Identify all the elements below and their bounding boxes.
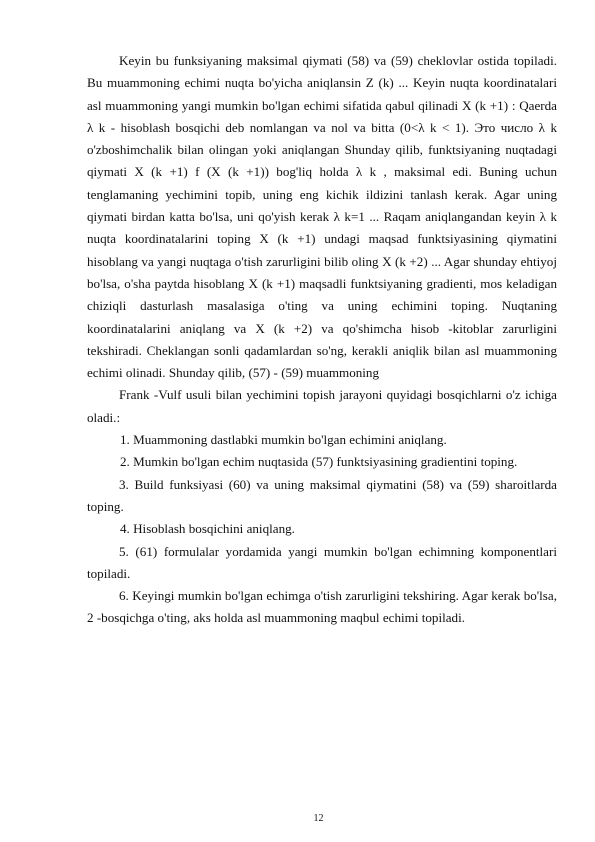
step-4: 4. Hisoblash bosqichini aniqlang. [120, 521, 295, 537]
document-body [87, 50, 557, 630]
step-6: 6. Keyingi mumkin bo'lgan echimga o'tish zarurligini tekshiring. Agar kerak bo'lsa, 2 -bosqichga o'ting, aks holda asl muammoning maqbul echimi topiladi. [87, 588, 557, 626]
step-3: 3. Build funksiyasi (60) va uning maksimal qiymatini (58) va (59) sharoitlarda toping. [87, 476, 557, 514]
step-5: 5. (61) formulalar yordamida yangi mumkin bo'lgan echimning komponentlari topiladi. [87, 543, 557, 581]
step-1: 1. Muammoning dastlabki mumkin bo'lgan echimini aniqlang. [120, 432, 447, 448]
step-2: 2. Mumkin bo'lgan echim nuqtasida (57) funktsiyasining gradientini toping. [120, 454, 518, 470]
page-number: 12 [313, 813, 324, 824]
paragraph-main: Keyin bu funksiyaning maksimal qiymati (58) va (59) cheklovlar ostida topiladi. Bu muammoning echimi nuqta bo'yicha aniqlansin Z (k) ... Keyin nuqta koordinatalari asl muammoning yangi mumkin bo'lgan echimi sifatida qabul qilinadi X (k +1) : Qaerda λ k - hisoblash bosqichi deb nomlangan va nol va bitta (0<λ k < 1). Это число λ k o'zboshimchalik bilan olingan yoki aniqlangan Shunday qilib, funktsiyaning nuqtadagi qiymati X (k +1) f (X (k +1)) bog'liq holda λ k , maksimal edi. Buning uchun tenglamaning yechimini topib, uning eng kichik ildizini tanlash kerak. Agar uning qiymati birdan katta bo'lsa, uni qo'yish kerak λ k=1 ... Raqam aniqlangandan keyin λ k nuqta koordinatalarini toping X (k +1) undagi maqsad funktsiyasining qiymatini hisoblang va yangi nuqtaga o'tish zarurligini bilib oling X (k +2) ... Agar shunday ehtiyoj bo'lsa, o'sha paytda hisoblang X (k +1) maqsadli funktsiyaning gradienti, mos keladigan chiziqli dasturlash masalasiga o'ting va uning echimini toping. Nuqtaning koordinatalarini aniqlang va X (k +2) va qo'shimcha hisob -kitoblar zarurligini tekshiradi. Cheklangan sonli qadamlardan so'ng, kerakli aniqlik bilan asl muammoning echimi olinadi. Shunday qilib, (57) - (59) muammoning [87, 53, 557, 381]
paragraph-method-intro: Frank -Vulf usuli bilan yechimini topish jarayoni quyidagi bosqichlarni o'z ichiga oladi.: [87, 387, 557, 425]
